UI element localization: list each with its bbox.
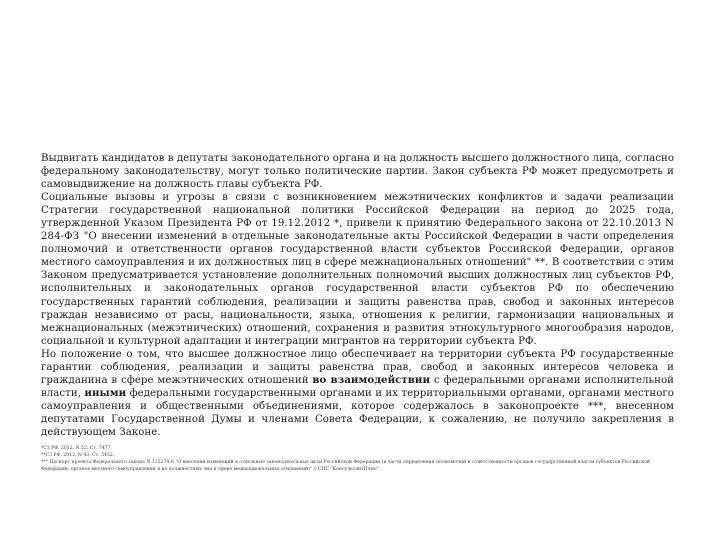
bold-interaction: во взаимодействии: [312, 373, 431, 386]
bold-other: иными: [84, 386, 127, 399]
paragraph-social-challenges: Социальные вызовы и угрозы в связи с возникновением межэтнических конфликтов и задачи реализации Стратегии государственной национальной политики Российской Федерации на период до 2025 года, утвержденной Указом Президента РФ от 19.12.2012 *, привели к принятию Федерального закона от 22.10.2013 N 284-ФЗ "О внесении изменений в отдельные законодательные акты Российской Федерации в части определения полномочий и ответственности органов государственной власти субъектов Российской Федерации, органов местного самоуправления и их должностных лиц в сфере межнациональных отношений" **. В соответствии с этим Законом предусматривается установление дополнительных полномочий высших должностных лиц субъектов РФ, исполнительных и законодательных органов государственной власти субъектов РФ по обеспечению государственных гарантий соблюдения, реализации и защиты равенства прав, свобод и законных интересов граждан независимо от расы, национальности, языка, отношения к религии, гармонизации национальных и межнациональных (межэтнических) отношений, сохранения и развития этнокультурного многообразия народов, социальной и культурной адаптации и интеграции мигрантов на территории субъекта РФ.: [41, 192, 674, 347]
paragraph-provision-part-c: с федеральными органами исполнительной власти,: [41, 374, 675, 399]
paragraph-provision-part-a: Но положение о том, что высшее должностное лицо обеспечивает на территории субъекта РФ государственные гарантии соблюдения, реализации и защиты равенства прав, свобод и законных интересов человека и гражданина в сфере межэтнических отношений: [41, 348, 674, 386]
footnote-1: *СЗ РФ. 2012. N 52. Ст. 7477.: [41, 446, 112, 452]
footnote-3: *** Паспорт проекта Федерального закона N 135274-6 "О внесении изменений в отдельные законодательные акты Российской Федерации (в части определения полномочий и ответственности органов государственной власти субъектов Российской Федерации, органов местного самоуправления и их должностных лиц в сфере межнациональных отношений)" // СПС "КонсультантПлюс".: [41, 460, 650, 473]
footnotes: [41, 445, 674, 473]
footnote-2: **СЗ РФ. 2013. N 43. Ст. 5452.: [41, 453, 115, 459]
paragraph-provision: [41, 348, 674, 439]
text-body: [41, 152, 674, 473]
paragraph-candidates: Выдвигать кандидатов в депутаты законодательного органа и на должность высшего должностного лица, согласно федеральному законодательству, могут только политические партии. Закон субъекта РФ может предусмотреть и самовыдвижение на должность главы субъекта РФ.: [41, 153, 674, 191]
paragraph-provision-part-d: федеральными государственными органами и их территориальными органами, органами местного самоуправления и общественными объединениями, которое содержалось в законопроекте ***, внесенном депутатами Государственной Думы и членами Совета Федерации, к сожалению, не получило закрепления в действующем Законе.: [41, 387, 674, 438]
